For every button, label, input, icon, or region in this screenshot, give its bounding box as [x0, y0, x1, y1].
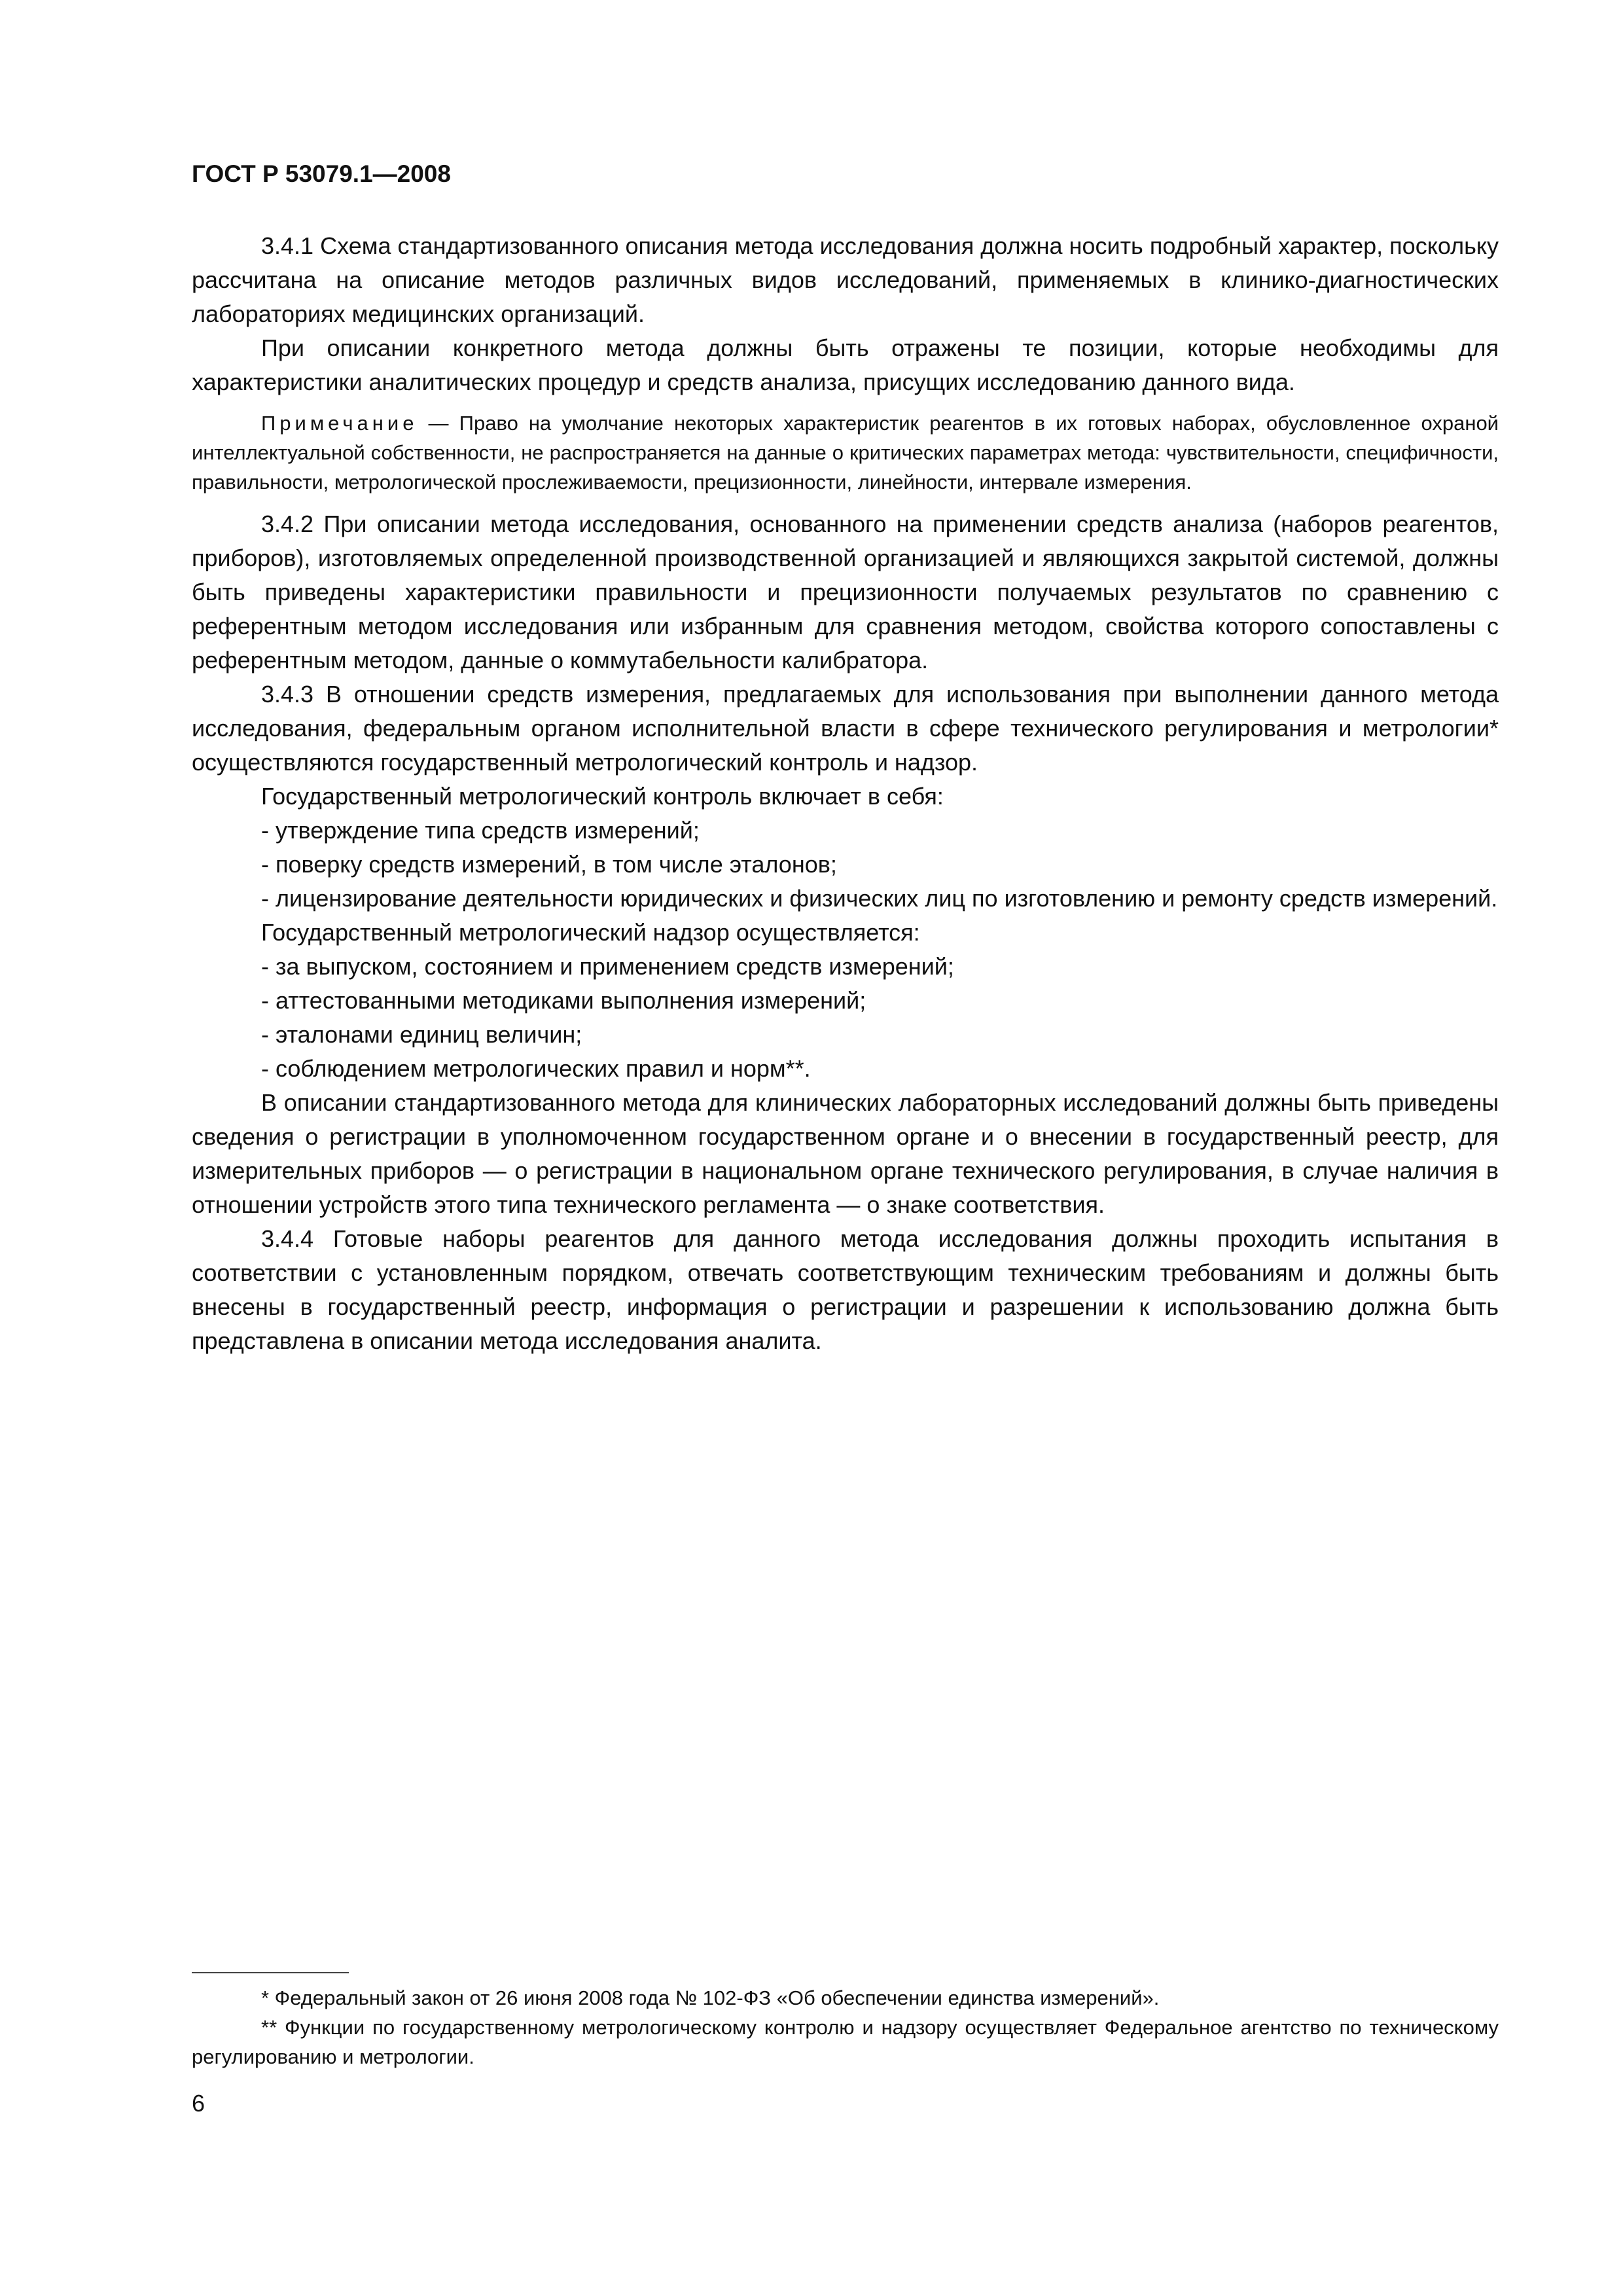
paragraph-3-4-2: 3.4.2 При описании метода исследования, основанного на применении средств анализа (наборов реагентов, приборов), изготовляемых определенной производственной организацией и являющихся закрытой системой, должны быть приведены характеристики правильности и прецизионности получаемых результатов по сравнению с референтным методом исследования или избранным для сравнения методом, свойства которого сопоставлены с референтным методом, данные о коммутабельности калибратора. — [192, 511, 1499, 673]
note-text: — Право на умолчание некоторых характеристик реагентов в их готовых наборах, обусловленное охраной интеллектуальной собственности, не распространяется на данные о критических параметрах метода: чувствительности, специфичности, правильности, метрологической прослеживаемости, прецизионности, линейности, интервале измерения. — [192, 412, 1499, 493]
paragraph: Государственный метрологический контроль включает в себя: — [261, 783, 944, 810]
page-number: 6 — [192, 2090, 205, 2117]
list-item: - утверждение типа средств измерений; — [261, 817, 700, 844]
paragraph-3-4-3: 3.4.3 В отношении средств измерения, предлагаемых для использования при выполнении данного метода исследования, федеральным органом исполнительной власти в сфере технического регулирования и метрологии* осуществляются государственный метрологический контроль и надзор. — [192, 681, 1499, 776]
document-code-header: ГОСТ Р 53079.1—2008 — [192, 160, 451, 187]
paragraph-3-4-1: 3.4.1 Схема стандартизованного описания метода исследования должна носить подробный характер, поскольку рассчитана на описание методов различных видов исследований, применяемых в клинико-диагностических лабораториях медицинских организаций. — [192, 232, 1499, 327]
list-item: - поверку средств измерений, в том числе эталонов; — [261, 851, 837, 878]
paragraph-3-4-4: 3.4.4 Готовые наборы реагентов для данного метода исследования должны проходить испытания в соответствии с установленным порядком, отвечать соответствующим техническим требованиям и должны быть внесены в государственный реестр, информация о регистрации и разрешении к использованию должна быть представлена в описании метода исследования аналита. — [192, 1225, 1499, 1354]
footnote: * Федеральный закон от 26 июня 2008 года № 102-ФЗ «Об обеспечении единства измерений». — [261, 1986, 1160, 2009]
note — [192, 408, 1499, 497]
note-label: Примечание — [261, 412, 418, 435]
list-item: - за выпуском, состоянием и применением средств измерений; — [261, 953, 954, 980]
list-item: - соблюдением метрологических правил и норм**. — [261, 1055, 811, 1082]
document-body — [192, 229, 1499, 1358]
footnote: ** Функции по государственному метрологическому контролю и надзору осуществляет Федеральное агентство по техническому регулированию и метрологии. — [192, 2016, 1499, 2068]
paragraph: При описании конкретного метода должны быть отражены те позиции, которые необходимы для характеристики аналитических процедур и средств анализа, присущих исследованию данного вида. — [192, 334, 1499, 395]
footnotes — [192, 1983, 1499, 2072]
list-item: - аттестованными методиками выполнения измерений; — [261, 987, 866, 1014]
list-item: - эталонами единиц величин; — [261, 1021, 582, 1048]
footnote-divider — [192, 1972, 349, 1973]
list-item: - лицензирование деятельности юридических и физических лиц по изготовлению и ремонту средств измерений. — [261, 885, 1498, 912]
paragraph: В описании стандартизованного метода для клинических лабораторных исследований должны быть приведены сведения о регистрации в уполномоченном государственном органе и о внесении в государственный реестр, для измерительных приборов — о регистрации в национальном органе технического регулирования, в случае наличия в отношении устройств этого типа технического регламента — о знаке соответствия. — [192, 1089, 1499, 1218]
paragraph: Государственный метрологический надзор осуществляется: — [261, 919, 920, 946]
